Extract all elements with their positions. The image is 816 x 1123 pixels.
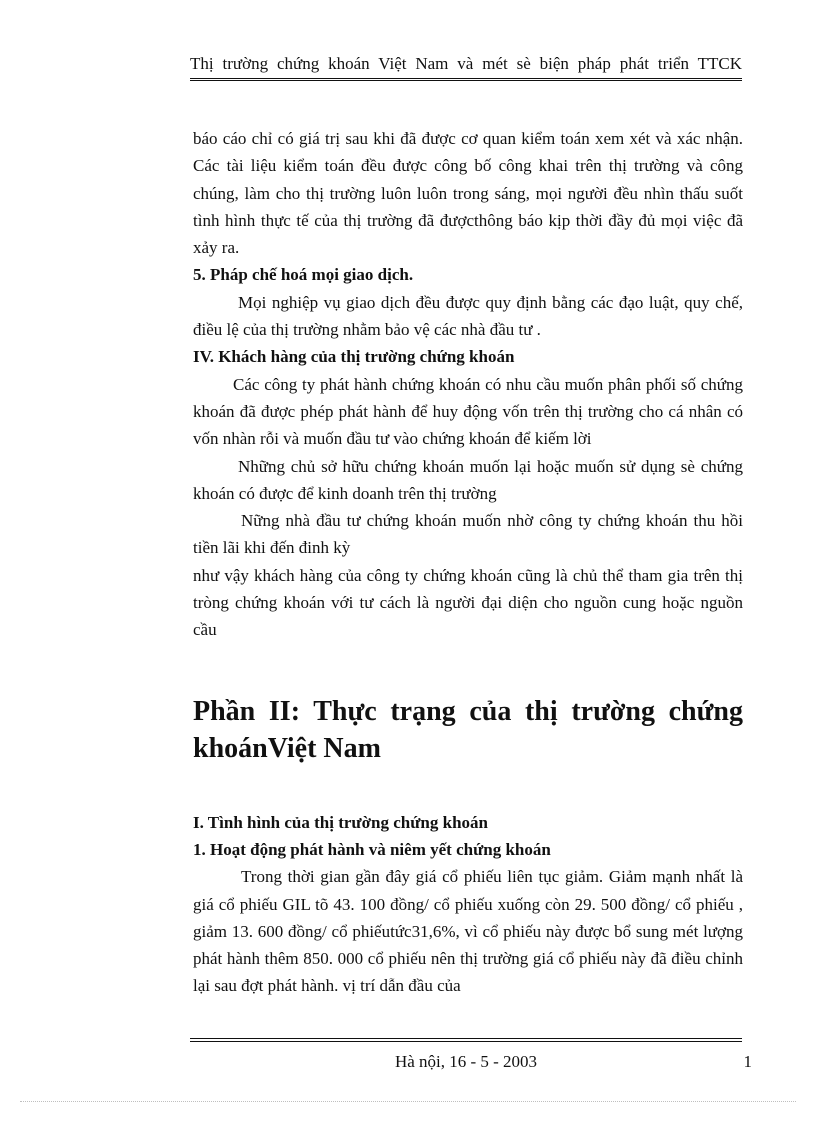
running-header: Thị trường chứng khoán Việt Nam và mét sè biện pháp phát triển TTCK [190, 54, 742, 73]
footer-date: Hà nội, 16 - 5 - 2003 [394, 1052, 538, 1071]
paragraph-regulation: Mọi nghiệp vụ giao dịch đều được quy định bằng các đạo luật, quy chế, điều lệ của thị trường nhằm bảo vệ các nhà đầu tư . [193, 292, 743, 340]
paragraph-stock-prices: Trong thời gian gần đây giá cổ phiếu liên tục giảm. Giảm mạnh nhất là giá cổ phiếu GIL tõ 43. 100 đồng/ cổ phiếu xuống còn 29. 500 đồng/ cổ phiếu , giảm 13. 600 đồng/ cổ phiếutức31,6%, vì cổ phiếu này được bổ sung mét lượng phát hành thêm 850. 000 cổ phiếu nên thị trường giá cổ phiếu này đã điều chỉnh lại sau đợt phát hành. vị trí dẫn đầu của [193, 867, 743, 996]
heading-5: 5. Pháp chế hoá mọi giao dịch. [193, 265, 414, 285]
paragraph-owners: Những chủ sở hữu chứng khoán muốn lại hoặc muốn sử dụng sè chứng khoán có được để kinh doanh trên thị trường [193, 456, 743, 503]
paragraph-issuers: Các công ty phát hành chứng khoán có nhu cầu muốn phân phối số chứng khoán đã được phép phát hành để huy động vốn trên thị trường cho cá nhân có vốn nhàn rỗi và muốn đầu tư vào chứng khoán để kiếm lời [193, 374, 743, 449]
paragraph-investors: Nững nhà đầu tư chứng khoán muốn nhờ công ty chứng khoán thu hồi tiền lãi khi đến đinh kỳ [193, 511, 743, 558]
heading-1: 1. Hoạt động phát hành và niêm yết chứng khoán [193, 839, 551, 859]
page-boundary [20, 1101, 796, 1102]
paragraph-audit: báo cáo chỉ có giá trị sau khi đã được cơ quan kiểm toán xem xét và xác nhận. Các tài liệu kiểm toán đều được công bố công khai trên thị trường và công chúng, làm cho thị trường luôn luôn trong sáng, mọi người đều nhìn thấu suốt tình hình thực tế của thị trường đã đượcthông báo kịp thời đầy đủ mọi việc đã xảy ra. [193, 129, 743, 258]
heading-I: I. Tình hình của thị trường chứng khoán [193, 812, 489, 832]
footer-rule [190, 1038, 742, 1042]
header-rule [190, 78, 742, 81]
page-number: 1 [743, 1052, 752, 1071]
paragraph-conclusion: như vậy khách hàng của công ty chứng khoán cũng là chủ thể tham gia trên thị tròng chứng khoán với tư cách là người đại diện cho nguồn cung hoặc nguồn cầu [193, 565, 743, 640]
document-body [193, 125, 743, 1000]
part-2-title: Phần II: Thực trạng của thị trường chứng khoánViệt Nam [193, 695, 743, 764]
heading-IV: IV. Khách hàng của thị trường chứng khoán [193, 347, 515, 367]
